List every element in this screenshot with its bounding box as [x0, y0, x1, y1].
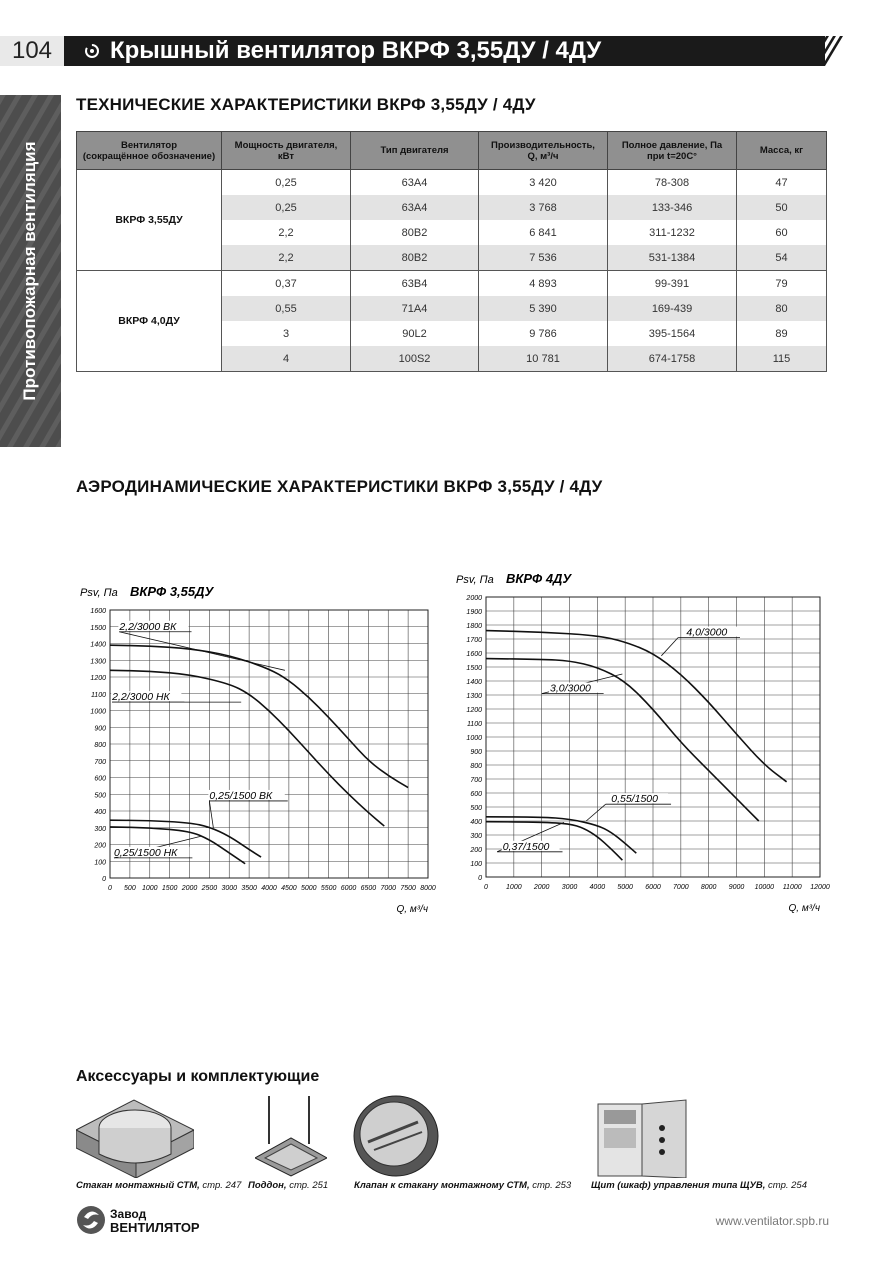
cell-mass: 54 [737, 245, 827, 271]
y-tick-label: 900 [470, 749, 482, 756]
page-title: Крышный вентилятор ВКРФ 3,55ДУ / 4ДУ [110, 37, 602, 64]
cell-capacity: 10 781 [479, 346, 608, 372]
control-cabinet-image [596, 1098, 688, 1178]
x-tick-label: 10000 [754, 884, 775, 891]
y-tick-label: 1400 [90, 641, 106, 649]
cell-power: 2,2 [222, 245, 351, 271]
cell-power: 2,2 [222, 220, 351, 245]
cell-motor: 63А4 [351, 170, 479, 196]
x-tick-label: 1500 [161, 885, 178, 892]
y-axis-label: Psv, Па [80, 587, 118, 599]
x-tick-label: 1000 [506, 884, 522, 891]
y-tick-label: 1700 [466, 637, 482, 644]
x-tick-label: 0 [484, 884, 488, 891]
brand-name-line1: Завод [110, 1207, 147, 1221]
cell-pressure: 531-1384 [608, 245, 737, 271]
group-name-40: ВКРФ 4,0ДУ [77, 271, 222, 372]
sidebar-label: Противопожарная вентиляция [20, 141, 39, 401]
y-tick-label: 1200 [466, 707, 482, 714]
y-tick-label: 500 [470, 805, 482, 812]
col-header-motor: Тип двигателя [351, 132, 479, 170]
cell-pressure: 78-308 [608, 170, 737, 196]
pallet-image [255, 1092, 327, 1178]
cell-pressure: 311-1232 [608, 220, 737, 245]
aero-section-title: АЭРОДИНАМИЧЕСКИЕ ХАРАКТЕРИСТИКИ ВКРФ 3,55ДУ / 4ДУ [76, 477, 603, 496]
cell-capacity: 3 768 [479, 195, 608, 220]
y-tick-label: 300 [94, 825, 106, 833]
series-label: 4,0/3000 [686, 626, 728, 639]
cell-capacity: 6 841 [479, 220, 608, 245]
tech-table [76, 131, 827, 372]
x-tick-label: 3000 [561, 884, 578, 891]
cell-mass: 60 [737, 220, 827, 245]
cell-power: 0,25 [222, 195, 351, 220]
series-label-leader [119, 632, 285, 671]
y-tick-label: 1600 [90, 608, 106, 615]
cell-mass: 50 [737, 195, 827, 220]
y-tick-label: 1400 [466, 679, 482, 686]
cell-pressure: 395-1564 [608, 321, 737, 346]
x-tick-label: 5500 [320, 885, 337, 892]
col-header-power: Мощность двигателя, кВт [222, 132, 351, 170]
table-row [77, 271, 827, 297]
y-tick-label: 1300 [90, 658, 106, 666]
header-stripes [800, 36, 844, 66]
cell-capacity: 3 420 [479, 170, 608, 196]
cell-capacity: 7 536 [479, 245, 608, 271]
y-tick-label: 100 [94, 859, 106, 867]
y-tick-label: 600 [94, 775, 106, 783]
y-tick-label: 1500 [466, 665, 482, 672]
chart-svg-355 [60, 570, 450, 920]
x-tick-label: 2500 [201, 885, 218, 892]
accessories-title: Аксессуары и комплектующие [76, 1068, 320, 1085]
series-label: 0,25/1500 НК [113, 846, 178, 859]
chart-title: ВКРФ 3,55ДУ [130, 584, 214, 599]
page-header [0, 36, 893, 66]
y-tick-label: 1800 [466, 623, 482, 630]
y-axis-label: Psv, Па [456, 574, 494, 586]
y-tick-label: 900 [94, 725, 106, 733]
y-tick-label: 100 [470, 861, 482, 868]
x-axis-label: Q, м³/ч [788, 903, 820, 914]
x-tick-label: 11000 [782, 884, 802, 891]
cell-capacity: 4 893 [479, 271, 608, 297]
x-tick-label: 7500 [400, 885, 416, 892]
series-label: 3,0/3000 [550, 682, 591, 695]
x-tick-label: 12000 [810, 884, 830, 891]
cell-power: 0,25 [222, 170, 351, 196]
x-tick-label: 2000 [181, 885, 198, 892]
cell-mass: 115 [737, 346, 827, 372]
x-tick-label: 5000 [617, 884, 633, 891]
series-label: 0,55/1500 [611, 793, 658, 806]
y-tick-label: 200 [94, 842, 106, 850]
x-tick-label: 5000 [300, 885, 317, 892]
cell-motor: 80В2 [351, 220, 479, 245]
x-tick-label: 6000 [340, 885, 357, 892]
x-tick-label: 8000 [420, 885, 436, 892]
col-header-fan: Вентилятор (сокращённое обозначение) [77, 132, 222, 170]
cell-power: 3 [222, 321, 351, 346]
y-tick-label: 1100 [466, 721, 482, 728]
y-tick-label: 400 [470, 819, 482, 826]
y-tick-label: 1300 [466, 693, 482, 700]
chart-vkrf-4 [440, 565, 840, 925]
cell-motor: 63В4 [351, 271, 479, 297]
cell-mass: 47 [737, 170, 827, 196]
x-tick-label: 0 [108, 885, 112, 892]
cell-mass: 79 [737, 271, 827, 297]
y-tick-label: 0 [478, 875, 482, 882]
y-tick-label: 1200 [90, 675, 106, 682]
series-label: 2,2/3000 НК [112, 691, 170, 704]
website-url[interactable]: www.ventilator.spb.ru [715, 1214, 829, 1228]
cell-motor: 90L2 [351, 321, 479, 346]
group-name-355: ВКРФ 3,55ДУ [77, 170, 222, 271]
x-tick-label: 500 [124, 885, 136, 892]
x-tick-label: 3000 [221, 885, 238, 892]
series-label: 0,37/1500 [502, 840, 550, 853]
cell-motor: 80В2 [351, 245, 479, 271]
x-tick-label: 1000 [141, 885, 158, 892]
y-tick-label: 500 [94, 792, 106, 800]
x-tick-label: 6500 [360, 885, 377, 892]
y-tick-label: 1000 [90, 708, 106, 716]
brand-logo-icon [76, 1205, 106, 1235]
x-tick-label: 4500 [281, 885, 297, 892]
chart-grid [110, 610, 428, 878]
cell-capacity: 9 786 [479, 321, 608, 346]
y-tick-label: 800 [470, 763, 482, 770]
cell-pressure: 133-346 [608, 195, 737, 220]
chart-vkrf-355 [60, 570, 450, 920]
x-tick-label: 4000 [589, 884, 606, 891]
cell-motor: 63А4 [351, 195, 479, 220]
series-curve-0 [110, 645, 408, 787]
y-tick-label: 600 [470, 791, 482, 798]
cell-power: 4 [222, 346, 351, 372]
y-tick-label: 200 [470, 847, 482, 854]
series-label: 0,25/1500 ВК [209, 789, 273, 802]
y-tick-label: 700 [470, 777, 482, 784]
mounting-stand-image [76, 1092, 194, 1178]
y-tick-label: 1900 [466, 609, 482, 616]
x-tick-label: 7000 [380, 885, 397, 892]
col-header-mass: Масса, кг [737, 132, 827, 170]
series-label: 2,2/3000 ВК [119, 620, 177, 633]
accessory-caption: Щит (шкаф) управления типа ЩУВ, стр. 254 [591, 1180, 807, 1191]
page-number: 104 [0, 36, 64, 66]
x-tick-label: 7000 [673, 884, 689, 891]
accessory-caption: Стакан монтажный СТМ, стр. 247 [76, 1180, 242, 1191]
x-tick-label: 9000 [728, 884, 745, 891]
y-tick-label: 1100 [90, 691, 106, 699]
accessory-caption: Поддон, стр. 251 [248, 1180, 329, 1191]
col-header-pressure: Полное давление, Па при t=20C° [608, 132, 737, 170]
cell-mass: 80 [737, 296, 827, 321]
y-tick-label: 0 [102, 876, 106, 883]
section-sidebar [0, 95, 61, 447]
chart-title: ВКРФ 4ДУ [506, 571, 572, 586]
x-tick-label: 6000 [645, 884, 661, 891]
y-tick-label: 1600 [466, 651, 482, 658]
y-tick-label: 700 [94, 758, 106, 766]
x-tick-label: 2000 [533, 884, 550, 891]
y-tick-label: 1500 [90, 624, 106, 632]
table-row [77, 170, 827, 196]
brand-swirl-icon [84, 43, 100, 59]
tech-table-header [77, 132, 827, 170]
tech-section-title: ТЕХНИЧЕСКИЕ ХАРАКТЕРИСТИКИ ВКРФ 3,55ДУ / 4ДУ [76, 95, 536, 114]
cell-capacity: 5 390 [479, 296, 608, 321]
y-tick-label: 300 [470, 833, 482, 840]
y-tick-label: 2000 [466, 595, 482, 602]
x-tick-label: 3500 [241, 885, 257, 892]
damper-valve-image [352, 1094, 440, 1178]
y-tick-label: 800 [94, 742, 106, 749]
x-tick-label: 4000 [261, 885, 277, 892]
y-tick-label: 400 [94, 809, 106, 816]
cell-pressure: 169-439 [608, 296, 737, 321]
cell-mass: 89 [737, 321, 827, 346]
cell-pressure: 99-391 [608, 271, 737, 297]
x-axis-label: Q, м³/ч [396, 904, 428, 915]
col-header-capacity: Производительность, Q, м³/ч [479, 132, 608, 170]
series-label-leader [209, 801, 213, 828]
y-tick-label: 1000 [466, 735, 482, 742]
cell-motor: 100S2 [351, 346, 479, 372]
cell-motor: 71А4 [351, 296, 479, 321]
chart-svg-4 [440, 565, 840, 925]
x-tick-label: 8000 [700, 884, 717, 891]
cell-pressure: 674-1758 [608, 346, 737, 372]
cell-power: 0,37 [222, 271, 351, 297]
cell-power: 0,55 [222, 296, 351, 321]
accessory-caption: Клапан к стакану монтажному СТМ, стр. 253 [354, 1180, 572, 1191]
brand-name-line2: ВЕНТИЛЯТОР [110, 1220, 200, 1235]
